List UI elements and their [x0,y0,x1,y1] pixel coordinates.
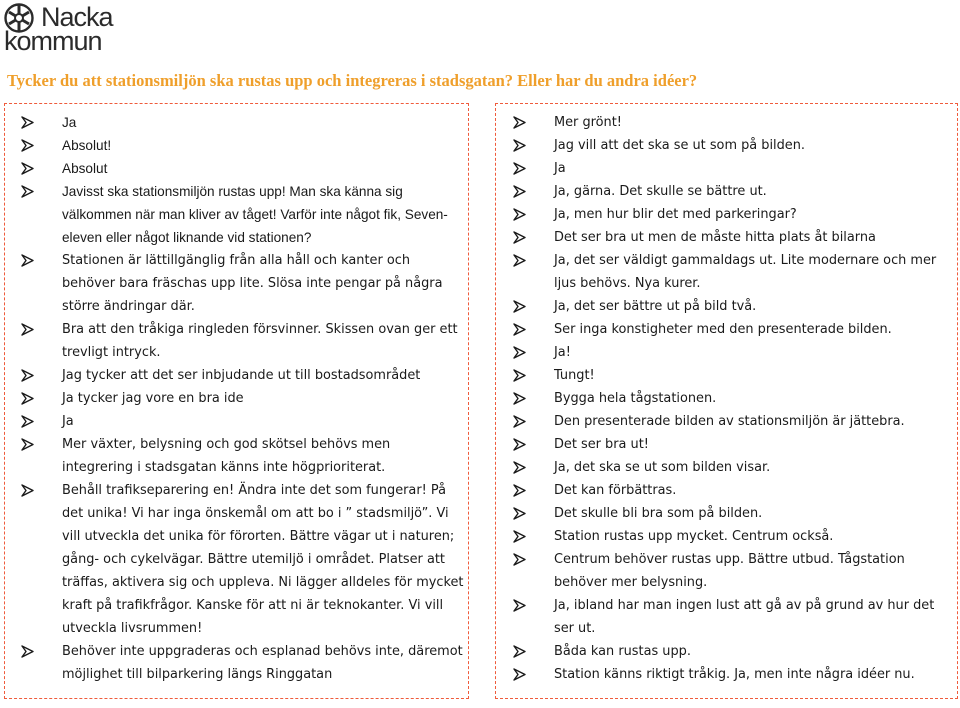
arrowhead-bullet-icon [21,645,35,658]
left-responses-panel [4,103,469,699]
list-item [513,525,953,548]
arrowhead-bullet-icon [513,139,527,152]
list-item-text: Ja, men hur blir det med parkeringar? [554,207,797,222]
logo-word-kommun: kommun [4,26,102,56]
list-item-text: Tungt! [554,368,595,383]
arrowhead-bullet-icon [21,415,35,428]
list-item-text: Javisst ska stationsmiljön rustas upp! Man ska känna sig välkommen när man kliver av tåget! Varför inte något fik, Seven-eleven eller något liknande vid stationen? [62,184,448,245]
arrowhead-bullet-icon [513,645,527,658]
arrowhead-bullet-icon [513,254,527,267]
list-item [513,594,953,640]
list-item [21,157,464,180]
list-item-text: Ja, gärna. Det skulle se bättre ut. [554,184,767,199]
list-item [513,111,953,134]
arrowhead-bullet-icon [513,323,527,336]
list-item-text: Absolut! [62,138,112,153]
arrowhead-bullet-icon [513,185,527,198]
arrowhead-bullet-icon [21,438,35,451]
list-item [513,226,953,249]
list-item-text: Stationen är lättillgänglig från alla håll och kanter och behöver bara fräschas upp lite. Slösa inte pengar på några större ändringar där. [62,253,443,314]
list-item-text: Ja, det ser bättre ut på bild två. [554,299,757,314]
arrowhead-bullet-icon [21,116,35,129]
list-item [513,295,953,318]
right-responses-panel [495,103,958,699]
arrowhead-bullet-icon [21,323,35,336]
arrowhead-bullet-icon [21,185,35,198]
list-item [513,663,953,686]
arrowhead-bullet-icon [513,116,527,129]
list-item [513,387,953,410]
list-item [21,364,464,387]
arrowhead-bullet-icon [513,415,527,428]
arrowhead-bullet-icon [513,438,527,451]
list-item-text: Mer växter, belysning och god skötsel behövs men integrering i stadsgatan känns inte högprioriterat. [62,437,391,475]
arrowhead-bullet-icon [513,507,527,520]
nacka-kommun-logo [4,2,114,56]
arrowhead-bullet-icon [513,392,527,405]
list-item [21,410,464,433]
arrowhead-bullet-icon [513,162,527,175]
list-item [21,249,464,318]
list-item-text: Båda kan rustas upp. [554,644,691,659]
arrowhead-bullet-icon [21,162,35,175]
list-item-text: Ja [62,414,74,429]
list-item [21,640,464,686]
arrowhead-bullet-icon [513,346,527,359]
list-item [513,341,953,364]
list-item-text: Station känns riktigt tråkig. Ja, men inte några idéer nu. [554,667,915,682]
list-item-text: Ja, ibland har man ingen lust att gå av på grund av hur det ser ut. [554,598,935,636]
list-item-text: Behöver inte uppgraderas och esplanad behövs inte, däremot möjlighet till bilparkering längs Ringgatan [62,644,463,682]
list-item [21,180,464,249]
list-item [513,410,953,433]
list-item-text: Bygga hela tågstationen. [554,391,717,406]
left-responses-list [21,111,464,686]
list-item [21,111,464,134]
list-item [513,548,953,594]
list-item-text: Ja tycker jag vore en bra ide [62,391,244,406]
list-item [513,433,953,456]
arrowhead-bullet-icon [513,553,527,566]
arrowhead-bullet-icon [513,530,527,543]
arrowhead-bullet-icon [513,484,527,497]
right-responses-list [513,111,953,686]
list-item-text: Ja, det ser väldigt gammaldags ut. Lite modernare och mer ljus behövs. Nya kurer. [554,253,937,291]
logo-word-nacka: Nacka [41,2,113,32]
list-item-text: Jag vill att det ska se ut som på bilden. [554,138,806,153]
list-item-text: Ja [62,115,77,130]
arrowhead-bullet-icon [513,231,527,244]
list-item [513,134,953,157]
arrowhead-bullet-icon [513,461,527,474]
list-item [21,433,464,479]
list-item-text: Bra att den tråkiga ringleden försvinner. Skissen ovan ger ett trevligt intryck. [62,322,458,360]
page-heading: Tycker du att stationsmiljön ska rustas upp och integreras i stadsgatan? Eller har du andra idéer? [7,71,698,90]
list-item-text: Den presenterade bilden av stationsmiljön är jättebra. [554,414,905,429]
arrowhead-bullet-icon [21,369,35,382]
list-item [21,479,464,640]
list-item [513,502,953,525]
list-item-text: Ja! [554,345,571,360]
list-item-text: Ser inga konstigheter med den presenterade bilden. [554,322,892,337]
list-item-text: Det kan förbättras. [554,483,677,498]
list-item [513,479,953,502]
list-item [21,318,464,364]
list-item [513,364,953,387]
list-item-text: Mer grönt! [554,115,622,130]
list-item [21,134,464,157]
list-item [513,203,953,226]
arrowhead-bullet-icon [513,668,527,681]
list-item-text: Det skulle bli bra som på bilden. [554,506,763,521]
arrowhead-bullet-icon [513,599,527,612]
list-item-text: Centrum behöver rustas upp. Bättre utbud. Tågstation behöver mer belysning. [554,552,905,590]
list-item-text: Det ser bra ut! [554,437,649,452]
arrowhead-bullet-icon [21,139,35,152]
list-item-text: Station rustas upp mycket. Centrum också. [554,529,834,544]
list-item [513,249,953,295]
arrowhead-bullet-icon [21,254,35,267]
list-item-text: Ja [554,161,566,176]
arrowhead-bullet-icon [21,484,35,497]
arrowhead-bullet-icon [513,369,527,382]
list-item [21,387,464,410]
arrowhead-bullet-icon [513,208,527,221]
list-item [513,180,953,203]
list-item-text: Absolut [62,161,108,176]
list-item-text: Ja, det ska se ut som bilden visar. [554,460,771,475]
list-item-text: Behåll trafikseparering en! Ändra inte det som fungerar! På det unika! Vi har inga önskemål om att bo i ” stadsmiljö”. Vi vill utveckla det unika för förorten. Bättre vägar ut i naturen; gång- och cykelvägar. Bättre utemiljö i området. Platser att träffas, aktivera sig och uppleva. Ni lägger alldeles för mycket kraft på trafikfrågor. Kanske för att ni är teknokanter. Vi vill utveckla livsrummen! [62,483,464,636]
arrowhead-bullet-icon [21,392,35,405]
list-item [513,456,953,479]
list-item-text: Det ser bra ut men de måste hitta plats åt bilarna [554,230,876,245]
list-item [513,157,953,180]
list-item [513,640,953,663]
arrowhead-bullet-icon [513,300,527,313]
list-item [513,318,953,341]
list-item-text: Jag tycker att det ser inbjudande ut till bostadsområdet [62,368,421,383]
